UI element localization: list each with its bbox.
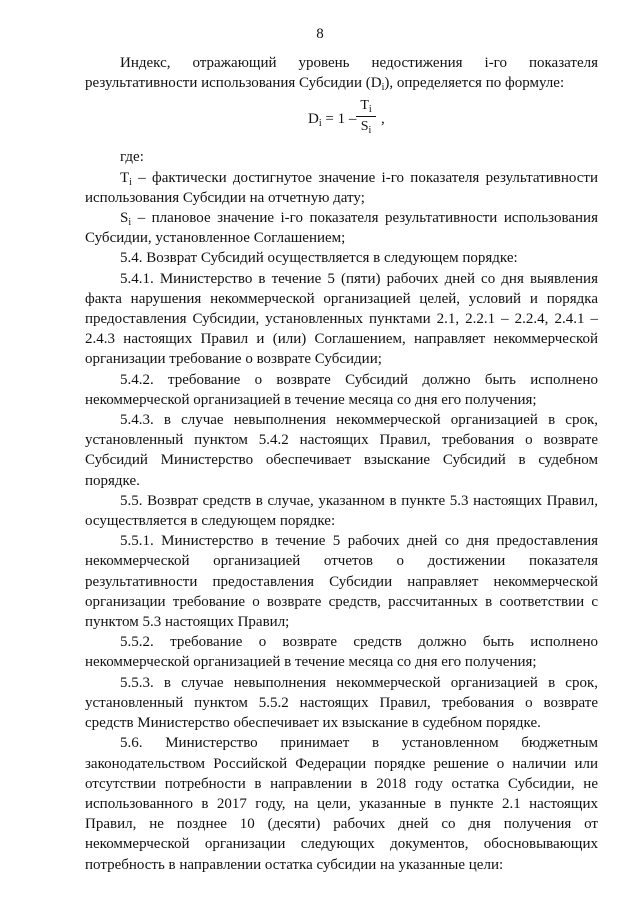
paragraph-5-5: 5.5. Возврат средств в случае, указанном в пункте 5.3 настоящих Правил, осуществляется в следующем порядке:	[85, 492, 598, 530]
formula-numerator: $T_i$	[360, 98, 372, 116]
paragraph-5-5-3: 5.5.3. в случае невыполнения некоммерческой организацией в срок, установленный пунктом 5.5.2 настоящих Правил, требования о возврате средств Министерство обеспечивает их взыскание в судебном порядке.	[85, 674, 598, 732]
intro-paragraph: Индекс, отражающий уровень недостижения i-го показателя результативности использования Субсидии $(D_i)$, определяется по формуле:	[85, 55, 598, 94]
paragraph-5-4-2: 5.4.2. требование о возврате Субсидий должно быть исполнено некоммерческой организацией в течение месяца со дня его получения;	[85, 371, 598, 408]
paragraph-5-4: 5.4. Возврат Субсидий осуществляется в следующем порядке:	[120, 250, 518, 267]
paragraph-5-4-1: 5.4.1. Министерство в течение 5 (пяти) рабочих дней со дня выявления факта нарушения некоммерческой организацией целей, условий и порядка предоставления Субсидии, установленных пунктами 2.1, 2.2.1 – 2.2.4, 2.4.1 – 2.4.3 настоящих Правил и (или) Соглашением, направляет некоммерческой организации требование о возврате Субсидии;	[85, 270, 598, 368]
formula-tail: ,	[381, 111, 385, 128]
formula-fraction	[356, 97, 376, 136]
paragraph-5-5-1: 5.5.1. Министерство в течение 5 рабочих дней со дня предоставления некоммерческой организацией отчетов о достижении показателя результативности предоставления Субсидии направляет некоммерческой организации требование о возврате средств, рассчитанных в соответствии с пунктом 5.3 настоящих Правил;	[85, 533, 598, 631]
formula	[85, 93, 598, 145]
formula-lhs: $D_i = 1$ –	[308, 111, 357, 130]
formula-denominator: $S_i$	[360, 119, 372, 137]
fraction-bar	[356, 116, 376, 117]
definition-si: $S_i$ – плановое значение i-го показателя результативности использования Субсидии, установленное Соглашением;	[85, 210, 598, 247]
paragraph-5-6: 5.6. Министерство принимает в установленном бюджетным законодательством Российской Федерации порядке решение о наличии или отсутствии потребности в направлении в 2018 году остатка Субсидии, не использованного в 2017 году, на цели, указанные в пункте 2.1 настоящих Правил, не позднее 10 (десяти) рабочих дней со дня получения от некоммерческой организации следующих документов, обосновывающих потребность в направлении остатка субсидии на указанные цели:	[85, 735, 598, 873]
definition-ti: $T_i$ – фактически достигнутое значение i-го показателя результативности использования Субсидии на отчетную дату;	[85, 169, 598, 206]
paragraph-5-5-2: 5.5.2. требование о возврате средств должно быть исполнено некоммерческой организацией в течение месяца со дня его получения;	[85, 634, 598, 671]
document-body	[85, 53, 598, 875]
where-label: где:	[120, 149, 144, 166]
paragraph-5-4-3: 5.4.3. в случае невыполнения некоммерческой организацией в срок, установленный пунктом 5.4.2 настоящих Правил, требования о возврате Субсидий Министерство обеспечивает взыскание Субсидий в судебном порядке.	[85, 412, 598, 489]
page-number: 8	[316, 26, 324, 42]
